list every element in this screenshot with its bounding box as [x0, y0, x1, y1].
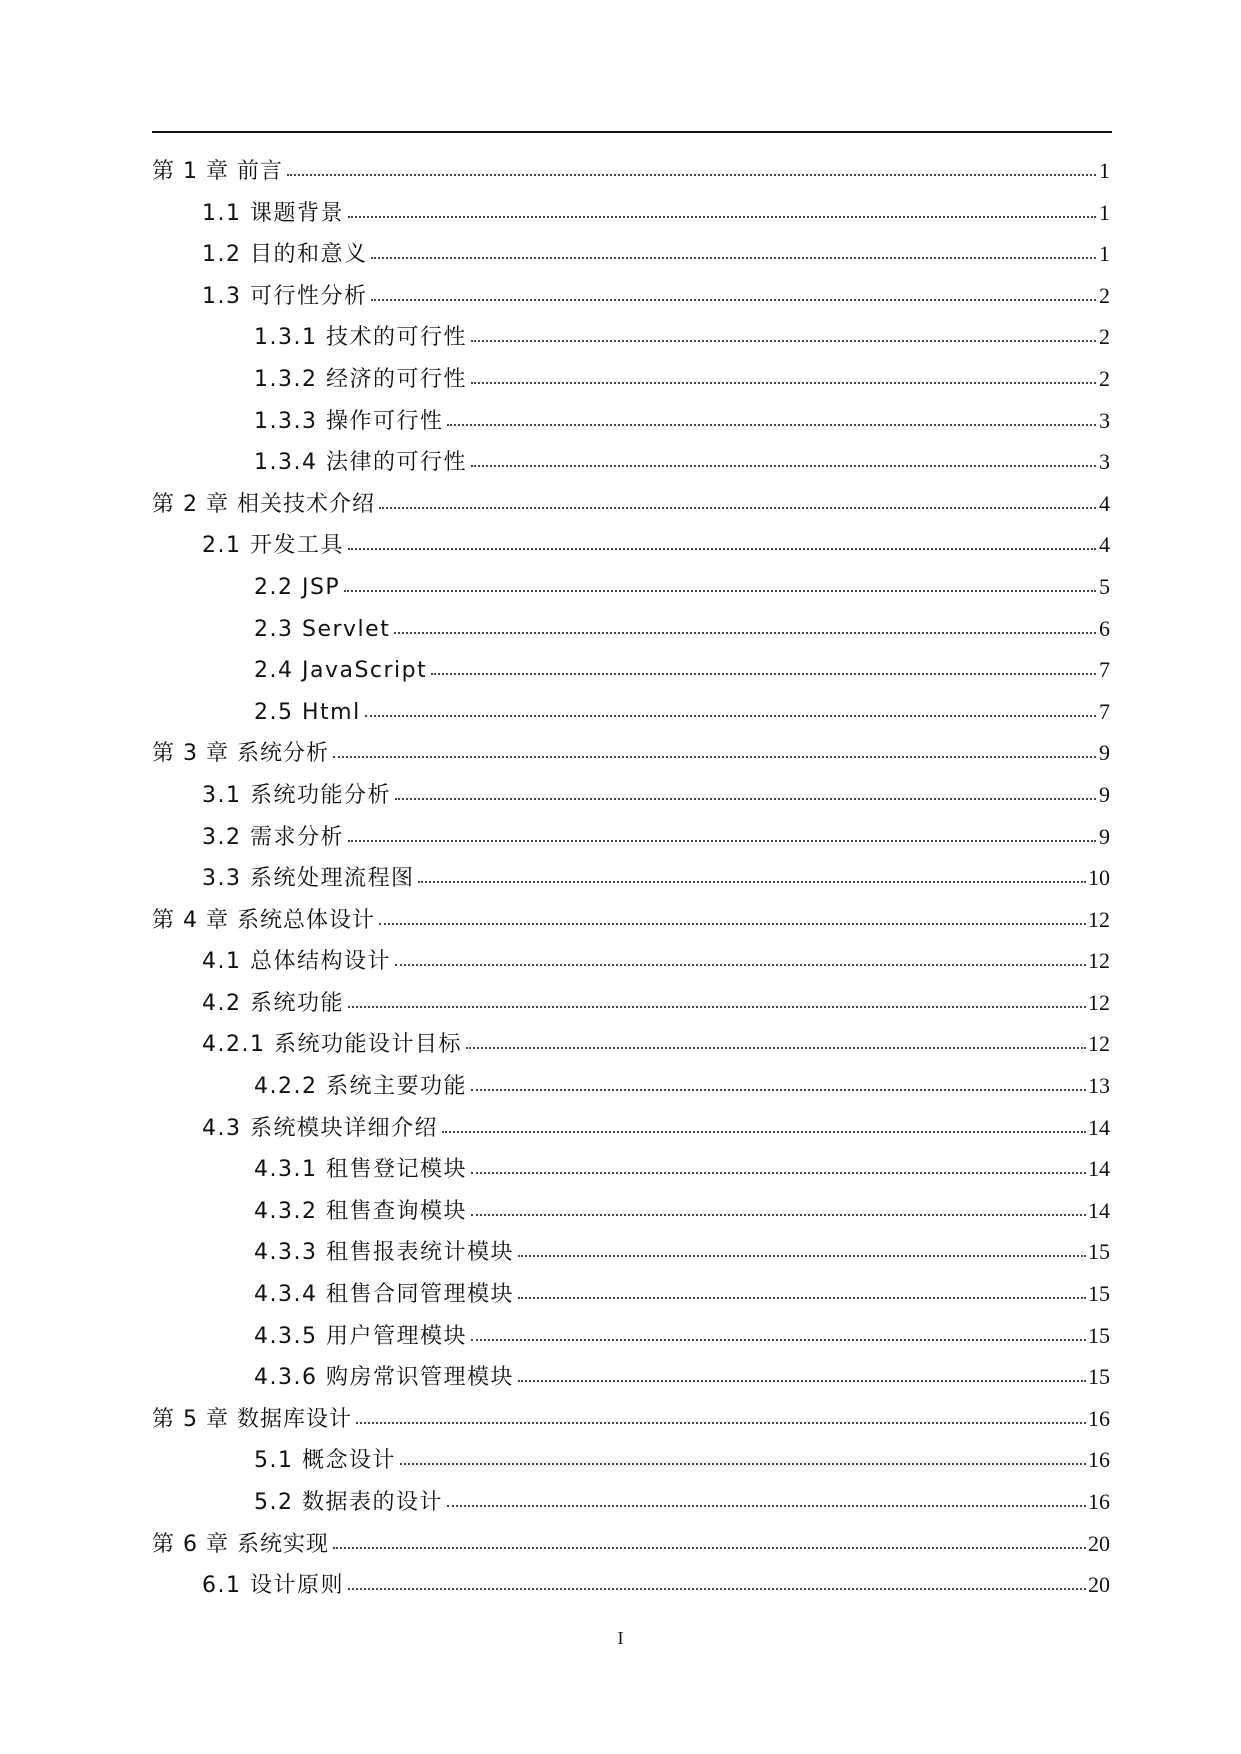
toc-dot-leader: [471, 1208, 1086, 1216]
toc-dot-leader: [379, 501, 1096, 509]
toc-entry-label: 1.3.3 操作可行性: [254, 408, 444, 434]
toc-entry[interactable]: [152, 691, 1110, 733]
toc-entry-page: 2: [1099, 324, 1110, 350]
toc-dot-leader: [447, 1499, 1086, 1507]
toc-entry-page: 14: [1088, 1114, 1110, 1140]
toc-entry-page: 2: [1099, 365, 1110, 391]
toc-entry[interactable]: [152, 275, 1110, 317]
toc-entry-page: 12: [1088, 1031, 1110, 1057]
toc-dot-leader: [348, 210, 1096, 218]
toc-entry-label: 2.1 开发工具: [202, 533, 344, 559]
toc-entry[interactable]: [152, 524, 1110, 566]
toc-entry[interactable]: [152, 400, 1110, 442]
toc-entry-page: 7: [1099, 657, 1110, 683]
toc-entry[interactable]: [152, 150, 1110, 192]
toc-entry[interactable]: [152, 608, 1110, 650]
toc-dot-leader: [471, 459, 1096, 467]
toc-entry-label: 4.3.1 租售登记模块: [254, 1157, 467, 1183]
toc-entry-label: 第 5 章 数据库设计: [152, 1406, 352, 1432]
toc-dot-leader: [356, 1416, 1086, 1424]
toc-dot-leader: [348, 1000, 1086, 1008]
toc-entry-page: 15: [1088, 1364, 1110, 1390]
toc-entry-page: 5: [1099, 573, 1110, 599]
toc-dot-leader: [379, 917, 1086, 925]
toc-dot-leader: [466, 1041, 1086, 1049]
toc-entry-label: 4.1 总体结构设计: [202, 949, 391, 975]
toc-entry-label: 1.1 课题背景: [202, 200, 344, 226]
toc-dot-leader: [348, 1582, 1086, 1590]
toc-entry-page: 14: [1088, 1156, 1110, 1182]
toc-entry-label: 4.3.2 租售查询模块: [254, 1198, 467, 1224]
toc-dot-leader: [348, 834, 1096, 842]
toc-entry-page: 20: [1088, 1572, 1110, 1598]
toc-entry[interactable]: [152, 1398, 1110, 1440]
toc-dot-leader: [518, 1291, 1086, 1299]
toc-entry[interactable]: [152, 316, 1110, 358]
toc-entry-page: 14: [1088, 1197, 1110, 1223]
toc-entry-page: 15: [1088, 1239, 1110, 1265]
toc-dot-leader: [471, 1083, 1086, 1091]
toc-dot-leader: [344, 584, 1096, 592]
toc-entry-page: 1: [1099, 158, 1110, 183]
toc-entry[interactable]: [152, 1481, 1110, 1523]
toc-entry[interactable]: [152, 192, 1110, 234]
toc-dot-leader: [348, 542, 1096, 550]
toc-dot-leader: [395, 958, 1086, 966]
toc-entry-label: 4.3.3 租售报表统计模块: [254, 1240, 514, 1266]
toc-entry-page: 9: [1099, 740, 1110, 766]
toc-entry-label: 1.3.2 经济的可行性: [254, 366, 467, 392]
toc-entry[interactable]: [152, 1356, 1110, 1398]
toc-entry[interactable]: [152, 1439, 1110, 1481]
toc-entry-page: 2: [1099, 282, 1110, 308]
toc-entry-label: 第 3 章 系统分析: [152, 741, 329, 767]
toc-dot-leader: [400, 1457, 1086, 1465]
toc-entry-page: 16: [1088, 1447, 1110, 1473]
toc-entry-page: 3: [1099, 449, 1110, 475]
toc-entry[interactable]: [152, 1023, 1110, 1065]
toc-entry-page: 16: [1088, 1405, 1110, 1431]
toc-dot-leader: [418, 875, 1086, 883]
toc-entry-label: 2.2 JSP: [254, 574, 341, 600]
toc-entry[interactable]: [152, 1231, 1110, 1273]
toc-entry[interactable]: [152, 1065, 1110, 1107]
toc-entry-page: 3: [1099, 407, 1110, 433]
toc-entry-label: 1.2 目的和意义: [202, 242, 368, 268]
toc-entry[interactable]: [152, 441, 1110, 483]
toc-entry-label: 6.1 设计原则: [202, 1573, 344, 1599]
toc-dot-leader: [471, 1166, 1086, 1174]
toc-entry[interactable]: [152, 233, 1110, 275]
toc-entry[interactable]: [152, 1190, 1110, 1232]
toc-dot-leader: [287, 168, 1096, 176]
toc-dot-leader: [431, 667, 1096, 675]
toc-entry-label: 4.2.1 系统功能设计目标: [202, 1032, 462, 1058]
toc-dot-leader: [333, 1541, 1086, 1549]
toc-entry-page: 1: [1099, 199, 1110, 225]
toc-entry[interactable]: [152, 1564, 1110, 1606]
toc-dot-leader: [333, 750, 1096, 758]
toc-entry-page: 12: [1088, 948, 1110, 974]
toc-entry[interactable]: [152, 649, 1110, 691]
toc-entry-label: 2.3 Servlet: [254, 616, 391, 642]
toc-entry-label: 2.4 JavaScript: [254, 658, 428, 684]
toc-dot-leader: [365, 709, 1096, 717]
toc-entry-label: 1.3 可行性分析: [202, 283, 368, 309]
toc-entry-label: 1.3.1 技术的可行性: [254, 325, 467, 351]
toc-entry-label: 4.3 系统模块详细介绍: [202, 1115, 438, 1141]
toc-entry-page: 12: [1088, 989, 1110, 1015]
toc-dot-leader: [518, 1249, 1086, 1257]
table-of-contents: [152, 150, 1110, 1606]
toc-entry-page: 10: [1088, 865, 1110, 891]
toc-entry[interactable]: [152, 1523, 1110, 1565]
toc-entry[interactable]: [152, 1315, 1110, 1357]
toc-entry-label: 3.3 系统处理流程图: [202, 866, 415, 892]
toc-entry[interactable]: [152, 899, 1110, 941]
toc-dot-leader: [395, 792, 1096, 800]
toc-entry[interactable]: [152, 732, 1110, 774]
toc-dot-leader: [442, 1125, 1086, 1133]
toc-dot-leader: [371, 293, 1096, 301]
toc-entry-page: 16: [1088, 1489, 1110, 1514]
toc-entry-page: 15: [1088, 1281, 1110, 1307]
toc-entry[interactable]: [152, 1273, 1110, 1315]
toc-entry-label: 4.3.4 租售合同管理模块: [254, 1282, 514, 1308]
toc-entry-page: 4: [1099, 490, 1110, 516]
page-number: I: [617, 1628, 624, 1648]
toc-entry-page: 13: [1088, 1073, 1110, 1099]
toc-dot-leader: [518, 1374, 1086, 1382]
toc-dot-leader: [471, 334, 1096, 342]
toc-entry[interactable]: [152, 358, 1110, 400]
toc-entry-page: 20: [1088, 1530, 1110, 1556]
toc-entry-label: 5.2 数据表的设计: [254, 1490, 443, 1515]
toc-entry[interactable]: [152, 566, 1110, 608]
toc-entry-label: 4.3.5 用户管理模块: [254, 1323, 467, 1349]
toc-entry-page: 4: [1099, 532, 1110, 558]
toc-entry-label: 第 1 章 前言: [152, 159, 283, 184]
toc-entry-label: 3.2 需求分析: [202, 824, 344, 850]
toc-entry-page: 9: [1099, 823, 1110, 849]
toc-dot-leader: [471, 376, 1096, 384]
toc-entry-label: 4.2 系统功能: [202, 990, 344, 1016]
toc-entry[interactable]: [152, 857, 1110, 899]
toc-entry-label: 1.3.4 法律的可行性: [254, 450, 467, 476]
toc-entry[interactable]: [152, 1107, 1110, 1149]
toc-entry-label: 第 2 章 相关技术介绍: [152, 491, 375, 517]
toc-entry-page: 12: [1088, 906, 1110, 932]
toc-entry-label: 3.1 系统功能分析: [202, 782, 391, 808]
toc-entry-label: 2.5 Html: [254, 699, 361, 725]
toc-entry-page: 1: [1099, 241, 1110, 267]
toc-entry-label: 5.1 概念设计: [254, 1448, 396, 1474]
toc-entry[interactable]: [152, 1148, 1110, 1190]
toc-entry[interactable]: [152, 940, 1110, 982]
toc-entry-label: 4.2.2 系统主要功能: [254, 1074, 467, 1100]
toc-entry-page: 9: [1099, 781, 1110, 807]
toc-entry-label: 第 4 章 系统总体设计: [152, 907, 375, 933]
toc-dot-leader: [371, 251, 1096, 259]
toc-entry[interactable]: [152, 982, 1110, 1024]
toc-dot-leader: [471, 1333, 1086, 1341]
header-rule: [152, 131, 1112, 133]
toc-dot-leader: [447, 418, 1096, 426]
toc-entry[interactable]: [152, 483, 1110, 525]
toc-entry-page: 7: [1099, 698, 1110, 724]
toc-entry[interactable]: [152, 774, 1110, 816]
toc-entry-page: 6: [1099, 615, 1110, 641]
toc-dot-leader: [394, 626, 1096, 634]
toc-entry-label: 4.3.6 购房常识管理模块: [254, 1365, 514, 1391]
toc-entry-label: 第 6 章 系统实现: [152, 1531, 329, 1557]
toc-entry-page: 15: [1088, 1322, 1110, 1348]
toc-entry[interactable]: [152, 816, 1110, 858]
